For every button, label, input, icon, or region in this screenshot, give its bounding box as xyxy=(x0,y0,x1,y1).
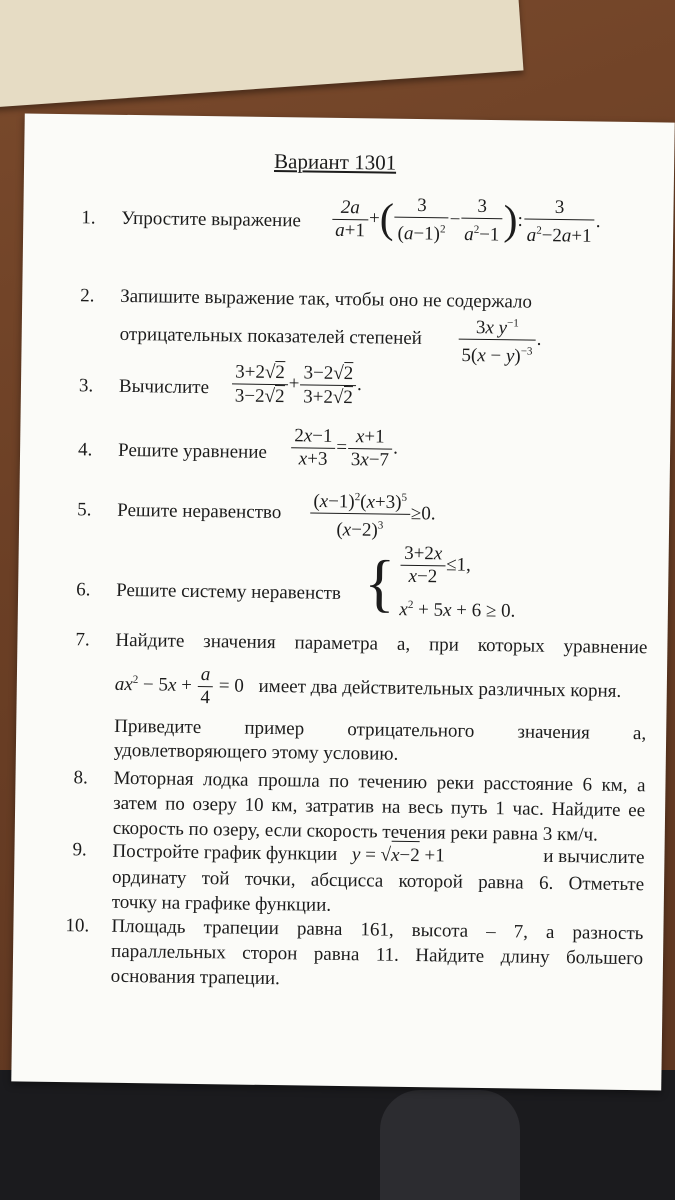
exam-sheet xyxy=(11,114,674,1091)
task-10: 10. Площадь трапеции равна 161, высота – 7, а разность параллельных сторон равна 11. Найдите длину большего основания трапеции. xyxy=(65,915,644,990)
background-paper-stack xyxy=(0,0,524,109)
page-title: Вариант 1301 xyxy=(273,148,397,175)
task-9: 9. Постройте график функции y = √x−2 +1 и вычислите ординату той точки, абсцисса которой равна 6. Отметьте точку на графике функции. xyxy=(72,839,645,916)
task-5: 5. Решите неравенство $\frac{(x-1)^2(x+3)^5}{(x-2)^3}$ ≥0. xyxy=(77,496,657,504)
task-1: 1. Упростите выражение $\frac{2a}{a+1}$ +( $\frac{3}{(a-1)^2}$ − $\frac{3}{a^2-1}$ ): $\frac{3}{a^2-2a+1}$ . xyxy=(81,194,601,247)
task-3-expression: $\frac{3+2√2}{3-2√2}$ + $\frac{3-2√2}{3+2√2}$ . xyxy=(231,360,362,409)
task-1-expression: $\frac{2a}{a+1}$ +( $\frac{3}{(a-1)^2}$ − $\frac{3}{a^2-1}$ ): $\frac{3}{a^2-2a+1}$ . xyxy=(331,194,601,248)
task-4-expression: $\frac{2x-1}{x+3}$ = $\frac{x+1}{3x-7}$ . xyxy=(290,425,398,472)
task-6-system: { $\frac{3+2x}{x-2}$ ≤1, $x^2 + 5x + 6 \ge 0$. xyxy=(363,542,516,622)
task-3: 3. Вычислите $\frac{3+2√2}{3-2√2}$ + $\frac{3-2√2}{3+2√2}$ . xyxy=(78,361,362,409)
dark-fabric xyxy=(0,1070,675,1200)
task-8: 8. Моторная лодка прошла по течению реки расстояние 6 км, а затем по озеру 10 км, затратив на весь путь 1 час. Найдите ее скорость по озеру, если скорость течения реки равна 3 км/ч. xyxy=(73,767,646,846)
task-5-expression: $\frac{(x-1)^2(x+3)^5}{(x-2)^3}$ ≥0. xyxy=(309,486,436,543)
task-9-function: y = √x−2 +1 xyxy=(352,844,445,866)
task-7: 7. Найдите значения параметра a, при которых уравнение $ax^2 - 5x$ + $\frac{a}{4}$ = 0 имеет два действительных различных корня. Приведите пример отрицательного значения a, удовлетворяющего этому условию. xyxy=(75,629,648,765)
task-2: 2. Запишите выражение так, чтобы оно не содержало отрицательных показателей степеней $\frac{3x y^{-1}}{5(x - y)^{-3}}$ . xyxy=(80,285,542,368)
task-7-equation: $ax^2 - 5x$ + $\frac{a}{4}$ = 0 xyxy=(114,664,244,709)
task-6: 6. Решите систему неравенств { $\frac{3+2x}{x-2}$ ≤1, $x^2 + 5x + 6 \ge 0$. xyxy=(76,576,656,584)
task-4: 4. Решите уравнение $\frac{2x-1}{x+3}$ = $\frac{x+1}{3x-7}$ . xyxy=(77,425,399,471)
task-1-text: Упростите выражение xyxy=(121,207,302,232)
task-2-expression: $\frac{3x y^{-1}}{5(x - y)^{-3}}$ . xyxy=(457,312,541,369)
